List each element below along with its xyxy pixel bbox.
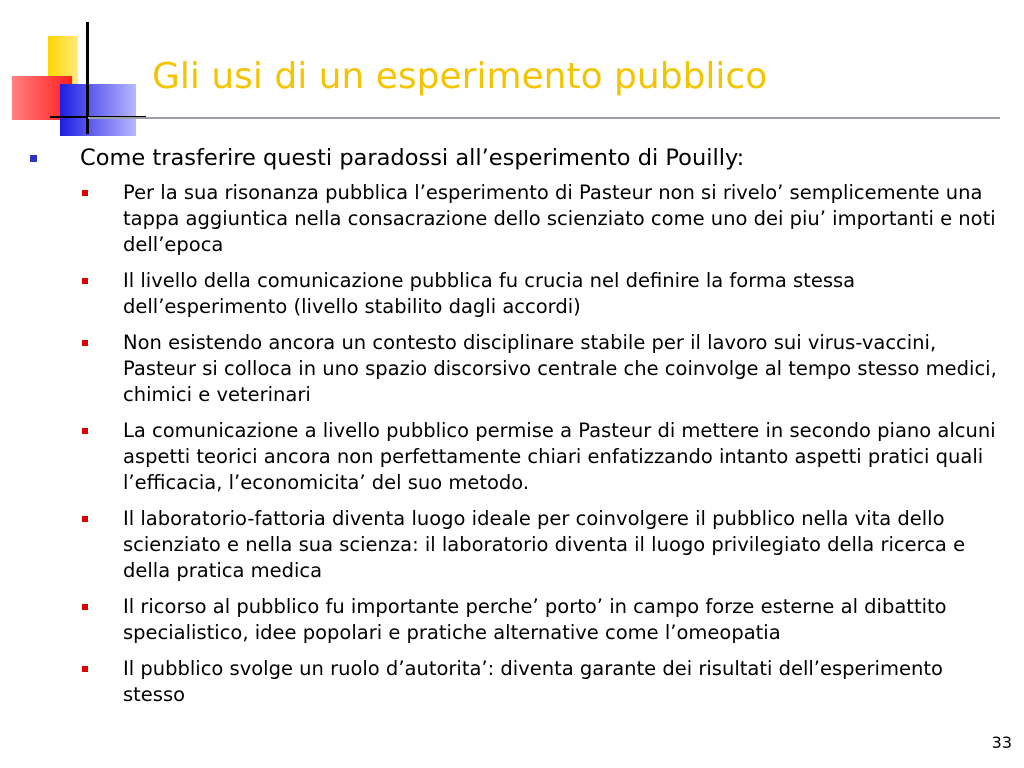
slide-number: 33	[991, 733, 1012, 752]
sub-point-text: Per la sua risonanza pubblica l’esperimento di Pasteur non si rivelo’ semplicemente una tappa aggiuntica nella consacrazione dello scienziato come uno dei piu’ importanti e noti dell’epoca	[123, 181, 996, 256]
sub-point-text: Il pubblico svolge un ruolo d’autorita’: diventa garante dei risultati dell’esperimento stesso	[123, 657, 943, 706]
sub-point	[28, 506, 1004, 584]
main-point	[28, 145, 1004, 172]
sub-point	[28, 180, 1004, 258]
decorative-squares-logo	[0, 0, 150, 150]
square-bullet-icon	[82, 278, 88, 284]
slide-content	[28, 145, 1004, 718]
square-bullet-icon	[82, 666, 88, 672]
slide-title: Gli usi di un esperimento pubblico	[152, 56, 768, 97]
square-bullet-icon	[82, 190, 88, 196]
square-bullet-icon	[82, 604, 88, 610]
sub-point	[28, 418, 1004, 496]
square-bullet-icon	[82, 340, 88, 346]
blue-square	[60, 84, 136, 136]
sub-point	[28, 330, 1004, 408]
square-bullet-icon	[82, 428, 88, 434]
sub-point	[28, 656, 1004, 708]
sub-point	[28, 268, 1004, 320]
sub-point-text: Non esistendo ancora un contesto disciplinare stabile per il lavoro sui virus-vaccini, Pasteur si colloca in uno spazio discorsivo centrale che coinvolge al tempo stesso medici, chimici e veterinari	[123, 331, 997, 406]
square-bullet-icon	[30, 155, 37, 162]
sub-point-text: Il laboratorio-fattoria diventa luogo ideale per coinvolgere il pubblico nella vita dello scienziato e nella sua scienza: il laboratorio diventa il luogo privilegiato della ricerca e della pratica medica	[123, 507, 966, 582]
title-divider	[88, 117, 1000, 119]
sub-points-list	[28, 180, 1004, 708]
square-bullet-icon	[82, 516, 88, 522]
sub-point-text: La comunicazione a livello pubblico permise a Pasteur di mettere in secondo piano alcuni aspetti teorici ancora non perfettamente chiari enfatizzando intanto aspetti pratici quali l’efficacia, l’economicita’ del suo metodo.	[123, 419, 996, 494]
main-point-text: Come trasferire questi paradossi all’esperimento di Pouilly:	[80, 145, 745, 171]
sub-point-text: Il ricorso al pubblico fu importante perche’ porto’ in campo forze esterne al dibattito specialistico, idee popolari e pratiche alternative come l’omeopatia	[123, 595, 947, 644]
sub-point-text: Il livello della comunicazione pubblica fu crucia nel definire la forma stessa dell’esperimento (livello stabilito dagli accordi)	[123, 269, 856, 318]
sub-point	[28, 594, 1004, 646]
